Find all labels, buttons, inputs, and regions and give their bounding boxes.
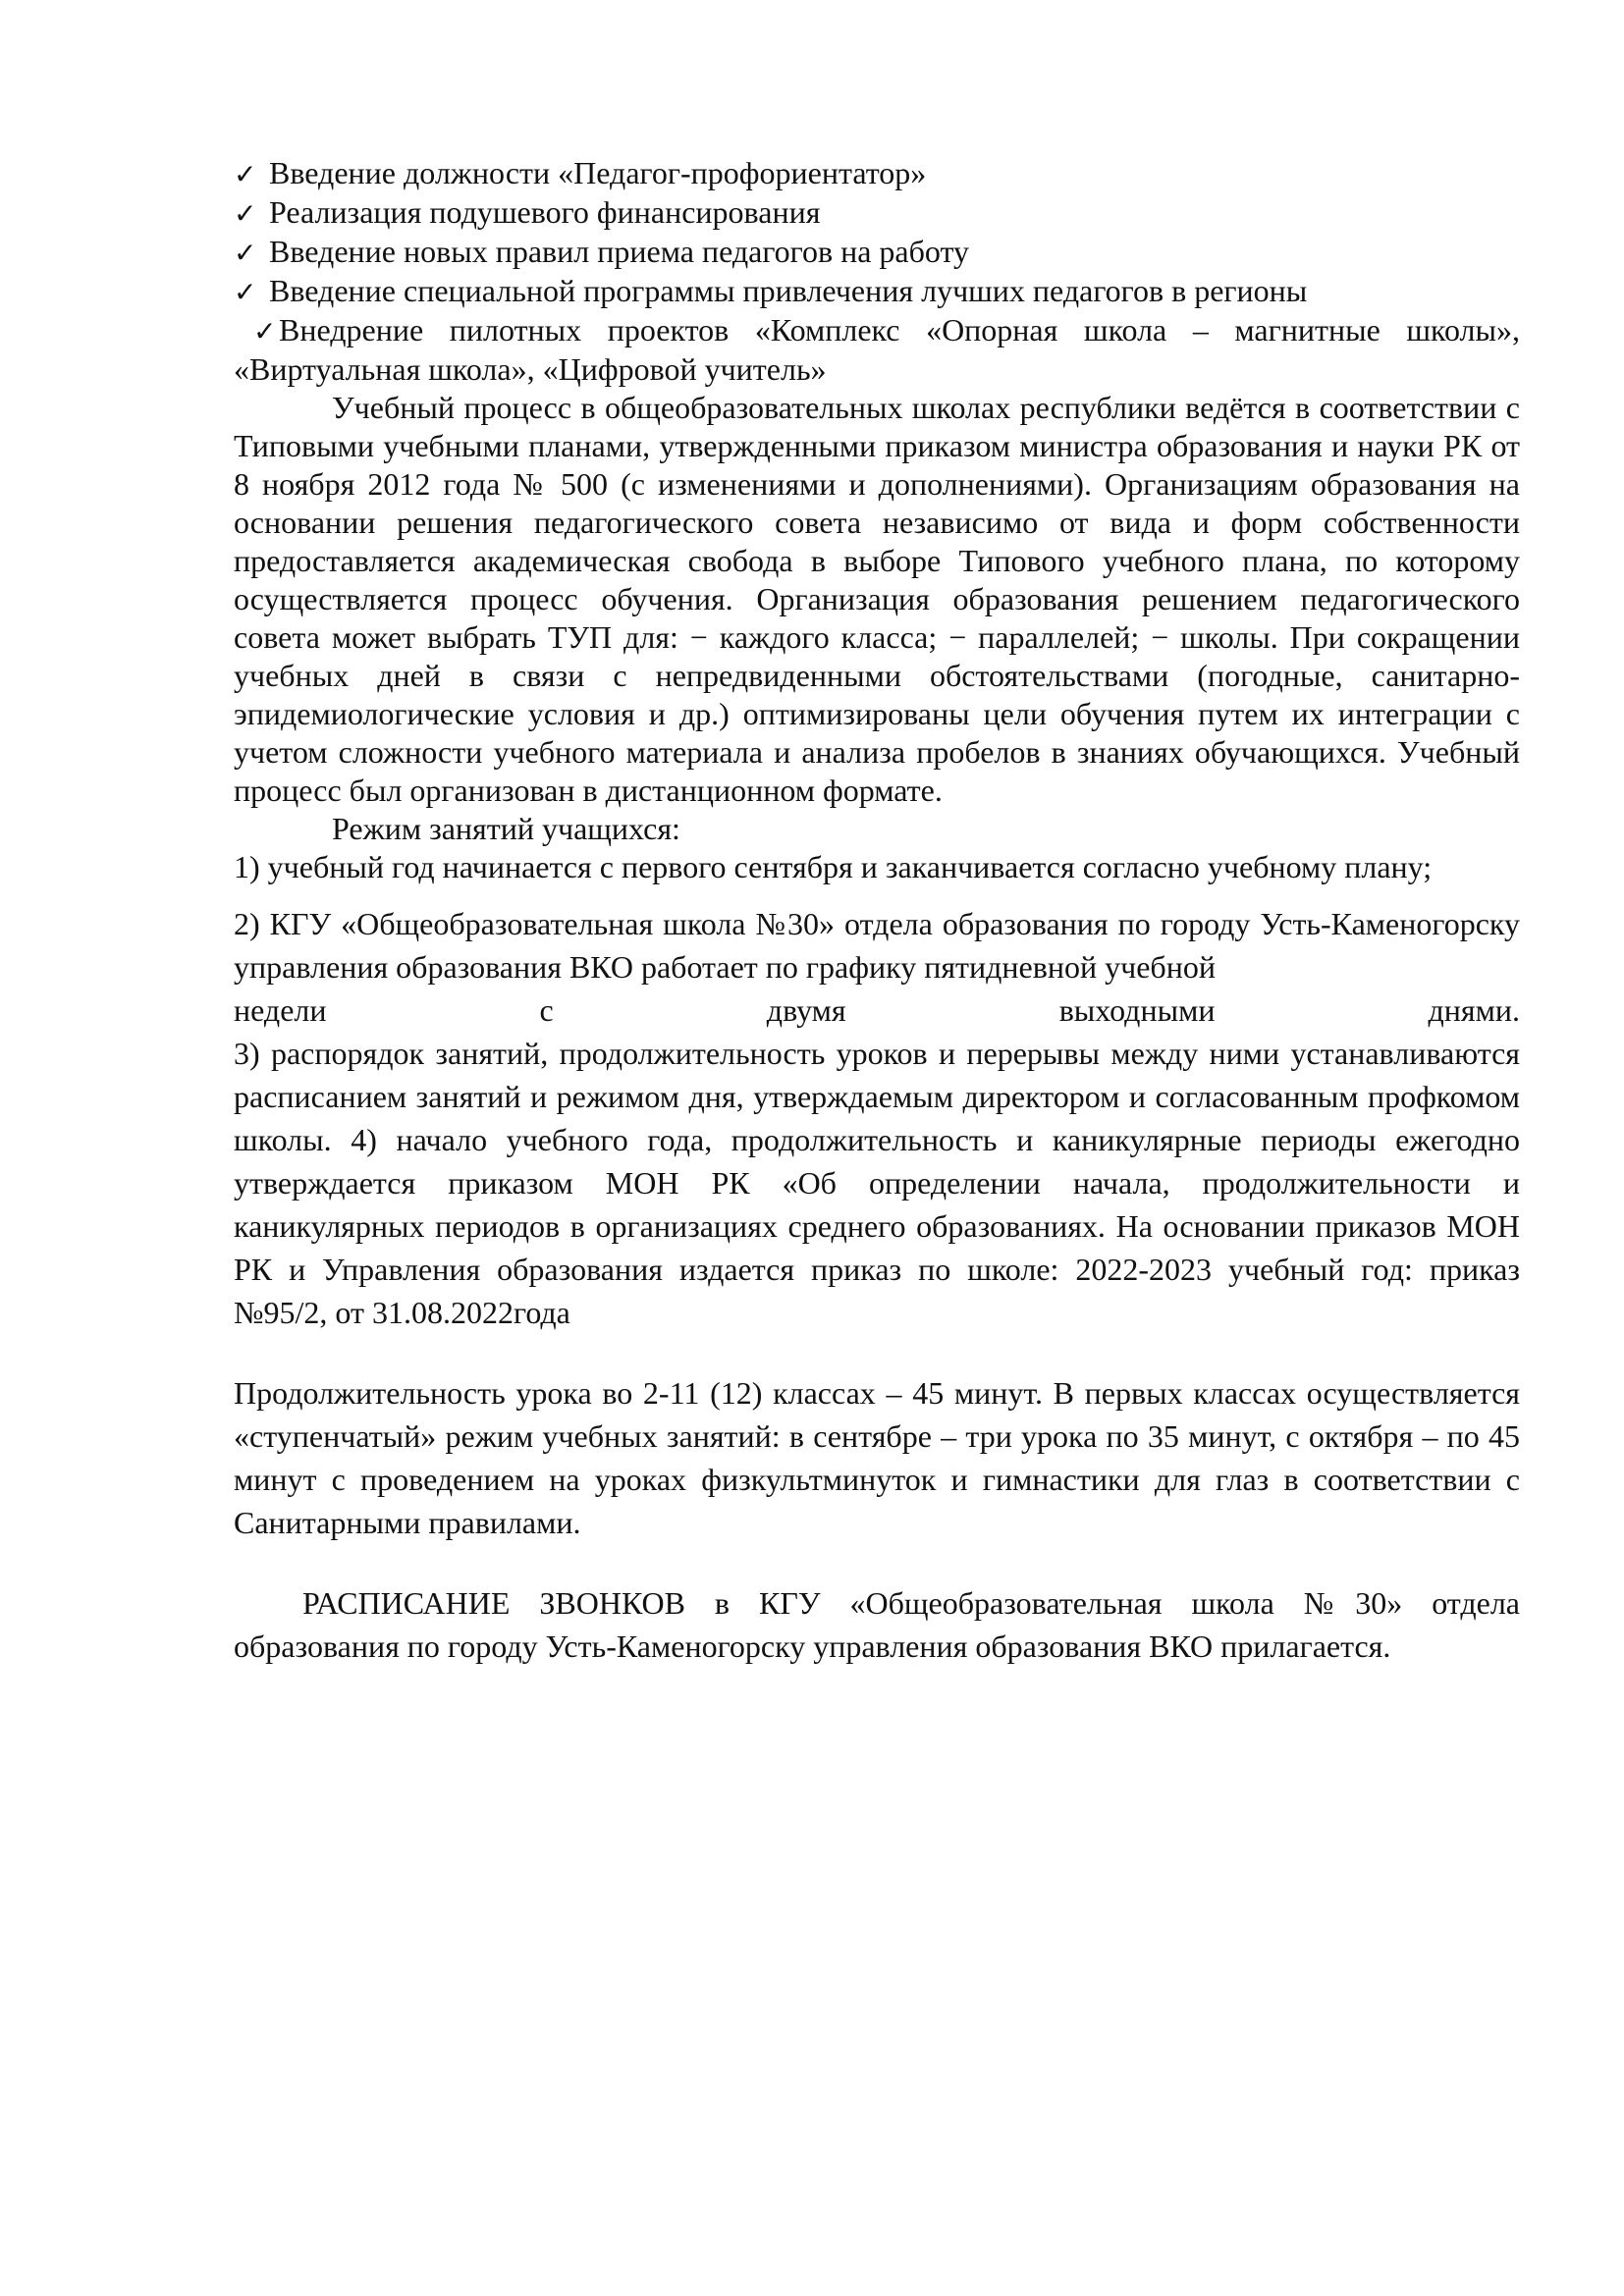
bullet-item <box>234 233 1520 272</box>
bullet-text: Реализация подушевого финансирования <box>269 194 821 230</box>
paragraph-bell-schedule: РАСПИСАНИЕ ЗВОНКОВ в КГУ «Общеобразовательная школа №30» отдела образования по городу Усть-Каменогорску управления образования ВКО прилагается. <box>234 1585 1520 1664</box>
bullet-item <box>234 272 1520 311</box>
mode-heading: Режим занятий учащихся: <box>332 811 680 846</box>
bullet-text: Введение специальной программы привлечения лучших педагогов в регионы <box>269 273 1308 308</box>
bullet-text: Внедрение пилотных проектов «Комплекс «Опорная школа – магнитные школы», «Виртуальная школа», «Цифровой учитель» <box>234 312 1520 387</box>
paragraph-learning-process: Учебный процесс в общеобразовательных школах республики ведётся в соответствии с Типовыми учебными планами, утвержденными приказом министра образования и науки РК от 8 ноября 2012 года № 500 (с изменениями и дополнениями). Организациям образования на основании решения педагогического совета независимо от вида и форм собственности предоставляется академическая свобода в выборе Типового учебного плана, по которому осуществляется процесс обучения. Организация образования решением педагогического совета может выбрать ТУП для: − каждого класса; − параллелей; − школы. При сокращении учебных дней в связи с непредвиденными обстоятельствами (погодные, санитарно-эпидемиологические условия и др.) оптимизированы цели обучения путем их интеграции с учетом сложности учебного материала и анализа пробелов в знаниях обучающихся. Учебный процесс был организован в дистанционном формате. <box>234 390 1520 808</box>
checkmark-icon: ✓ <box>234 276 257 308</box>
bullet-text: Введение должности «Педагог-профориентатор» <box>269 155 927 190</box>
checkmark-icon: ✓ <box>234 158 257 190</box>
mode-item-3: 3) распорядок занятий, продолжительность уроков и перерывы между ними устанавливаются расписанием занятий и режимом дня, утверждаемым директором и согласованным профкомом школы. 4) начало учебного года, продолжительность и каникулярные периоды ежегодно утверждается приказом МОН РК «Об определении начала, продолжительности и каникулярных периодов в организациях среднего образованиях. На основании приказов МОН РК и Управления образования издается приказ по школе: 2022-2023 учебный год: приказ №95/2, от 31.08.2022года <box>234 1036 1520 1330</box>
checkmark-icon: ✓ <box>234 197 257 230</box>
document-page <box>234 154 1520 1668</box>
mode-item-2: 2) КГУ «Общеобразовательная школа №30» отдела образования по городу Усть-Каменогорску управления образования ВКО работает по графику пятидневной учебной <box>234 906 1520 985</box>
checkmark-icon: ✓ <box>234 237 257 269</box>
bullet-item <box>234 193 1520 233</box>
bullet-text: Введение новых правил приема педагогов на работу <box>269 234 970 269</box>
bullet-item <box>234 154 1520 193</box>
mode-item-2-last-line: недели с двумя выходными днями. <box>234 992 1520 1028</box>
checkmark-icon: ✓ <box>253 315 277 347</box>
mode-item-1: 1) учебный год начинается с первого сентября и заканчивается согласно учебному плану; <box>234 849 1433 884</box>
paragraph-lesson-duration: Продолжительность урока во 2-11 (12) классах – 45 минут. В первых классах осуществляется «ступенчатый» режим учебных занятий: в сентябре – три урока по 35 минут, с октября – по 45 минут с проведением на уроках физкультминуток и гимнастики для глаз в соответствии с Санитарными правилами. <box>234 1375 1520 1540</box>
bullet-item <box>234 311 1520 389</box>
